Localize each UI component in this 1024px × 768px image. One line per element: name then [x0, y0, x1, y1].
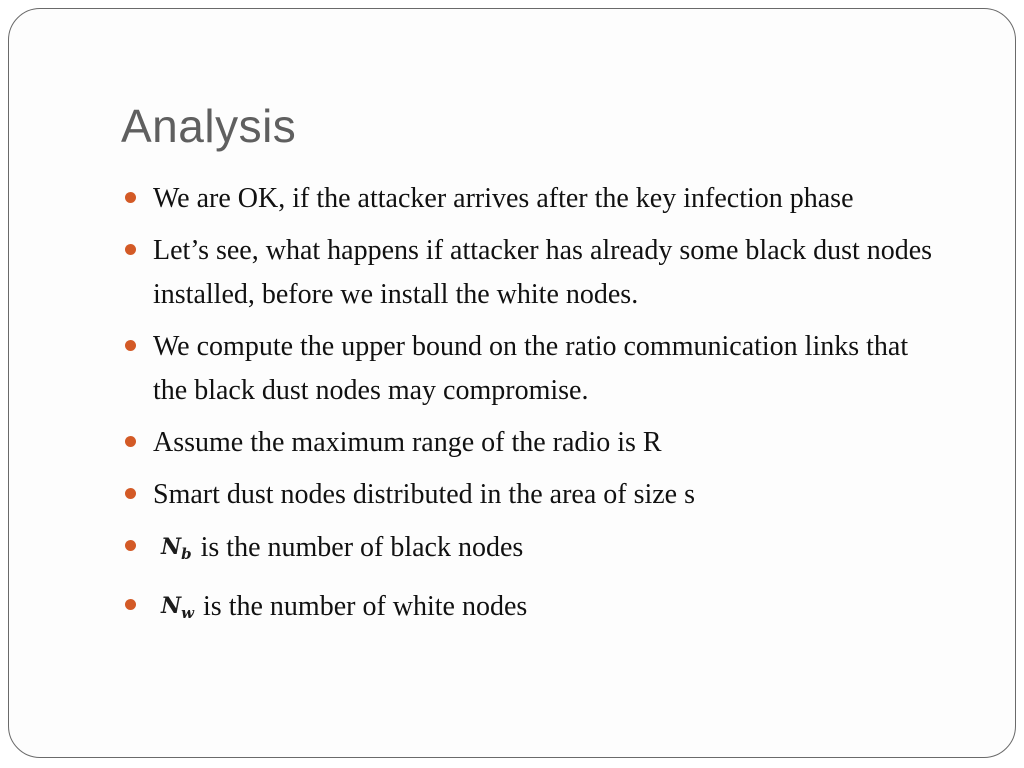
bullet-item: [125, 229, 945, 317]
math-symbol-nw: [161, 584, 194, 635]
slide-title: Analysis: [121, 100, 297, 152]
bullet-dot-icon: [125, 540, 136, 551]
bullet-text: Let’s see, what happens if attacker has already some black dust nodes installed, before we install the white nodes.: [153, 235, 933, 310]
bullet-text: We compute the upper bound on the ratio communication links that the black dust nodes may compromise.: [153, 331, 909, 406]
bullet-text: is the number of white nodes: [196, 591, 528, 622]
bullet-item: [125, 421, 945, 465]
bullet-dot-icon: [125, 340, 136, 351]
math-symbol-base: N: [161, 534, 182, 560]
math-symbol-nb: [161, 525, 192, 576]
bullet-dot-icon: [125, 192, 136, 203]
bullet-dot-icon: [125, 488, 136, 499]
bullet-item: [125, 584, 945, 635]
bullet-text: Assume the maximum range of the radio is R: [153, 427, 662, 458]
bullet-text: is the number of black nodes: [193, 532, 524, 563]
bullet-text: We are OK, if the attacker arrives after the key infection phase: [153, 183, 854, 214]
math-symbol-subscript: w: [181, 604, 195, 622]
bullet-list: [125, 177, 945, 643]
bullet-dot-icon: [125, 244, 136, 255]
bullet-dot-icon: [125, 436, 136, 447]
bullet-dot-icon: [125, 599, 136, 610]
bullet-item: [125, 177, 945, 221]
bullet-text: Smart dust nodes distributed in the area of size s: [153, 479, 695, 510]
math-symbol-base: N: [161, 593, 182, 619]
bullet-item: [125, 525, 945, 576]
slide-frame: [8, 8, 1016, 758]
math-symbol-subscript: b: [181, 545, 192, 563]
bullet-item: [125, 325, 945, 413]
bullet-item: [125, 473, 945, 517]
